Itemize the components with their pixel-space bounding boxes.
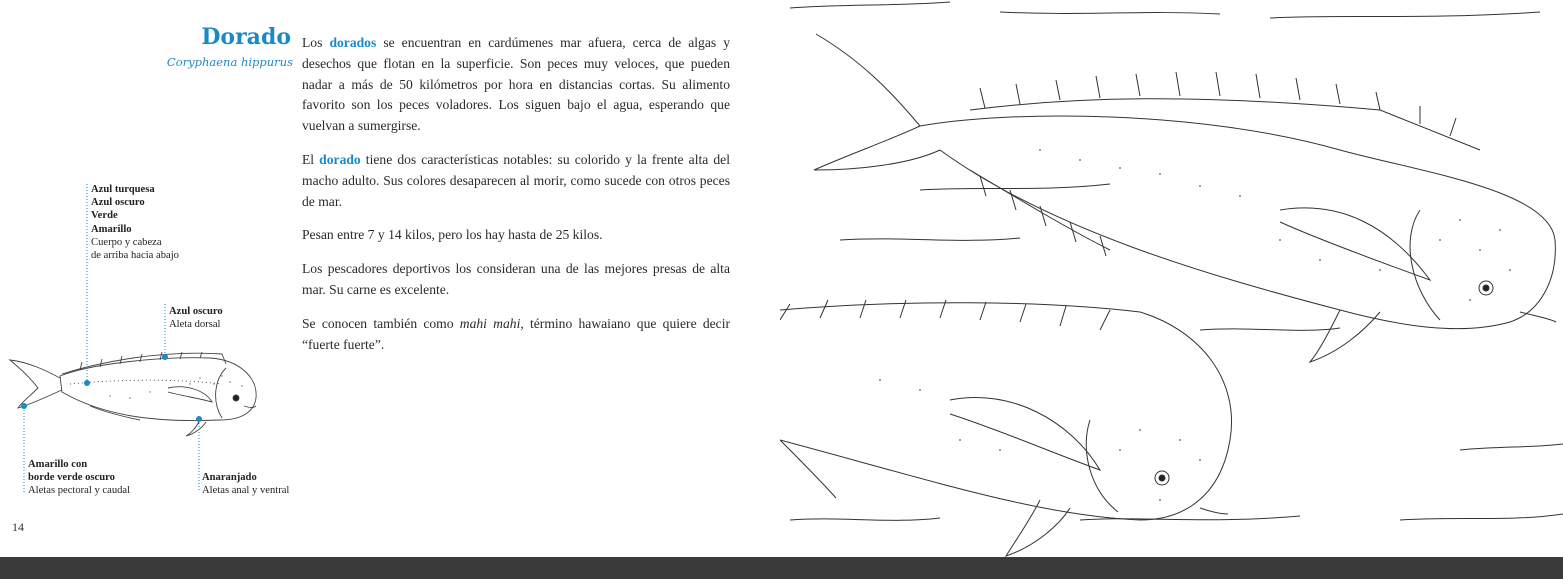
label-body-colors — [91, 183, 179, 262]
callout-dot-body — [84, 380, 90, 386]
highlight-term: dorados — [329, 35, 377, 50]
description-text — [302, 33, 730, 368]
callout-dot-dorsal — [162, 354, 168, 360]
page-number: 14 — [12, 520, 24, 534]
dorado-line-art — [780, 0, 1563, 557]
label-color: Anaranjado — [202, 472, 257, 483]
label-color: Azul turquesa — [91, 184, 155, 195]
label-color: Azul oscuro — [169, 306, 223, 317]
paragraph — [302, 33, 730, 137]
paragraph-text: tiene dos características notables: su colorido y la frente alta del macho adulto. Sus colores desaparecen al morir, como sucede con otros peces de mar. — [302, 151, 730, 209]
callout-dot-ventral — [196, 416, 202, 422]
label-part: Aletas pectoral y caudal — [28, 485, 131, 497]
label-color: borde verde oscuro — [28, 472, 115, 484]
paragraph-text: se encuentran en cardúmenes mar afuera, cerca de algas y desechos que flotan en la superficie. Son peces muy veloces, que pueden nadar a más de 50 kilómetros por hora en distancias cortas. Su alimento favorito son los peces voladores. Los siguen bajo el agua, esperando que vuelvan a sumergirse. — [302, 35, 730, 134]
callout-dot-tail — [21, 403, 27, 409]
label-color: Amarillo con — [28, 459, 88, 470]
paragraph-text: Los — [302, 35, 330, 50]
paragraph — [302, 314, 730, 356]
label-part: de arriba hacia abajo — [91, 250, 179, 262]
label-pectoral-fins — [28, 458, 130, 498]
label-part: Aletas anal y ventral — [202, 485, 290, 497]
species-title: Dorado — [201, 24, 291, 50]
paragraph-text: Se conocen también como — [302, 315, 460, 331]
paragraph-text: Pesan entre 7 y 14 kilos, pero los hay hasta de 25 kilos. — [302, 227, 603, 243]
paragraph-text: Los pescadores deportivos los consideran una de las mejores presas de alta mar. Su carne es excelente. — [302, 261, 730, 297]
scientific-name: Coryphaena hippurus — [166, 55, 293, 69]
label-dorsal-fin — [169, 305, 223, 331]
label-color: Verde — [91, 210, 118, 222]
paragraph — [302, 259, 730, 301]
highlight-term: dorado — [319, 151, 361, 167]
paragraph — [302, 225, 730, 246]
label-color: Amarillo — [91, 223, 132, 235]
label-anal-fins — [202, 471, 289, 497]
label-part: Cuerpo y cabeza — [91, 236, 162, 248]
label-part: Aleta dorsal — [169, 319, 221, 331]
label-color: Azul oscuro — [91, 197, 145, 209]
paragraph — [302, 150, 730, 212]
paragraph-text: El — [302, 151, 320, 167]
bottom-bar — [0, 557, 1563, 579]
paragraph-text: mahi mahi — [459, 315, 521, 331]
paragraph-text: , término hawaiano que quiere decir “fuerte fuerte”. — [302, 315, 731, 352]
